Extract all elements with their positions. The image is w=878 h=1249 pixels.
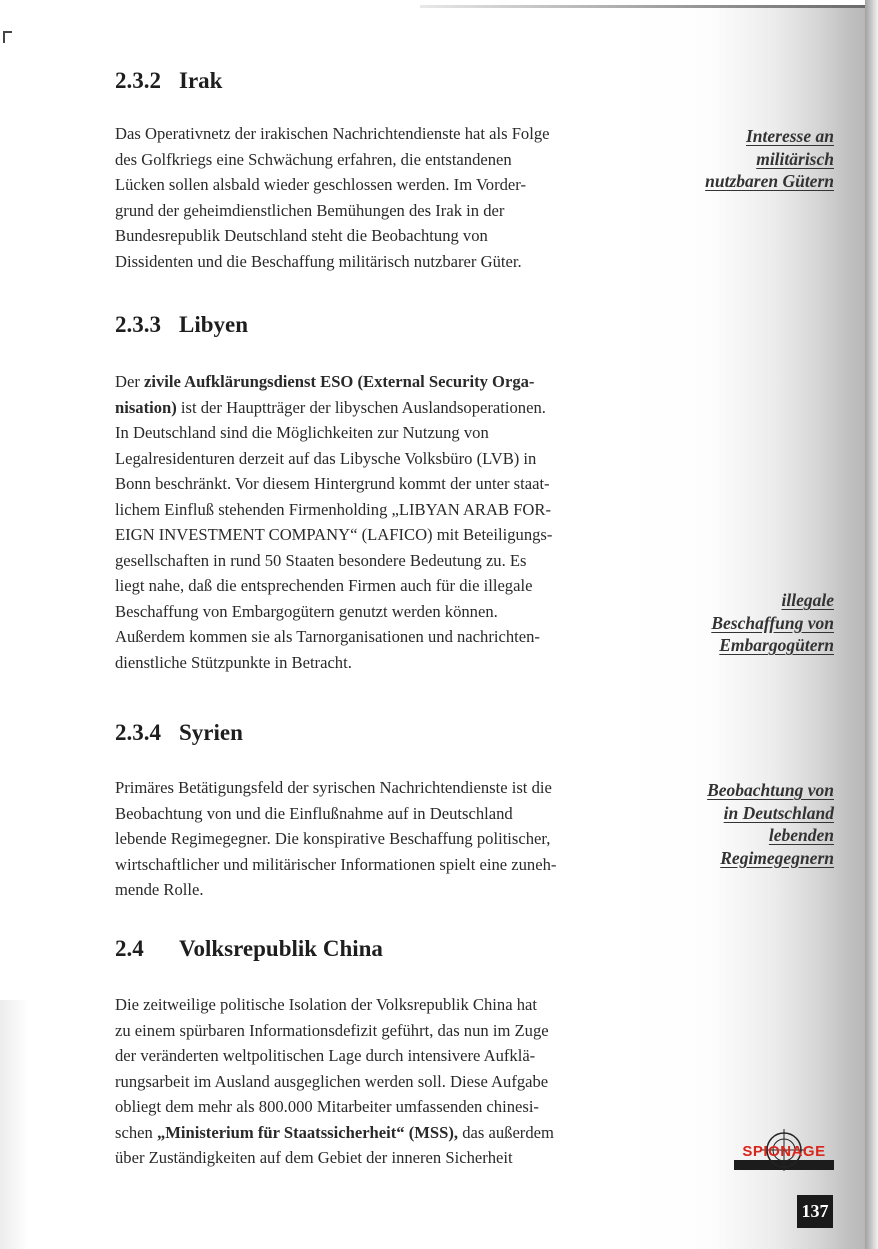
- page-edge: [865, 0, 878, 1249]
- text-run: schen: [115, 1122, 157, 1142]
- text-line: [115, 369, 615, 395]
- text-line: Legalresidenturen derzeit auf das Libysche Volksbüro (LVB) in: [115, 448, 537, 468]
- margin-note-line: militärisch: [756, 148, 834, 169]
- section-heading-syrien: [115, 720, 243, 746]
- section-title: Syrien: [179, 720, 243, 745]
- margin-note-line: Beschaffung von: [711, 612, 834, 633]
- section-number: 2.3.4: [115, 720, 161, 745]
- section-heading-libyen: [115, 312, 248, 338]
- text-line: Beobachtung von und die Einflußnahme auf in Deutschland: [115, 803, 513, 823]
- margin-note-line: Interesse an: [746, 126, 834, 146]
- text-line: [115, 395, 615, 421]
- text-line: grund der geheimdienstlichen Bemühungen des Irak in der: [115, 200, 505, 220]
- margin-note-line: Embargogütern: [719, 635, 834, 655]
- text-line: gesellschaften in rund 50 Staaten besondere Bedeutung zu. Es: [115, 550, 527, 570]
- text-line: Die zeitweilige politische Isolation der Volksrepublik China hat: [115, 995, 537, 1014]
- text-line: des Golfkriegs eine Schwächung erfahren, die entstandenen: [115, 149, 512, 169]
- section-body-syrien: [115, 775, 615, 903]
- text-line: liegt nahe, daß die entsprechenden Firmen auch für die illegale: [115, 576, 533, 595]
- section-number: 2.4: [115, 936, 144, 961]
- text-line: Lücken sollen alsbald wieder geschlossen werden. Im Vorder-: [115, 175, 527, 194]
- margin-note-line: Beobachtung von: [707, 780, 834, 800]
- section-number: 2.3.3: [115, 312, 161, 337]
- section-body-china: [115, 992, 615, 1171]
- crosshair-logo-icon: [734, 1128, 834, 1172]
- text-line: Primäres Betätigungsfeld der syrischen Nachrichtendienste ist die: [115, 778, 552, 797]
- text-line: In Deutschland sind die Möglichkeiten zur Nutzung von: [115, 423, 489, 442]
- text-line: mende Rolle.: [115, 880, 204, 899]
- text-line: Außerdem kommen sie als Tarnorganisationen und nachrichten-: [115, 627, 540, 646]
- text-line: lichem Einfluß stehenden Firmenholding „LIBYAN ARAB FOR-: [115, 499, 552, 519]
- section-body-irak: [115, 121, 615, 274]
- text-line: EIGN INVESTMENT COMPANY“ (LAFICO) mit Beteiligungs-: [115, 525, 553, 544]
- margin-note-syrien: [614, 779, 834, 869]
- text-line: Beschaffung von Embargogütern genutzt werden können.: [115, 601, 498, 621]
- margin-note-libyen: [614, 589, 834, 657]
- text-line: über Zuständigkeiten auf dem Gebiet der inneren Sicherheit: [115, 1148, 513, 1167]
- text-line: Dissidenten und die Beschaffung militärisch nutzbarer Güter.: [115, 251, 522, 271]
- spionage-logo: [734, 1128, 834, 1172]
- text-line: rungsarbeit im Ausland ausgeglichen werden soll. Diese Aufgabe: [115, 1071, 549, 1091]
- section-number: 2.3.2: [115, 68, 161, 93]
- margin-note-line: illegale: [781, 590, 834, 610]
- text-line: Bonn beschränkt. Vor diesem Hintergrund kommt der unter staat-: [115, 474, 550, 493]
- section-title: Volksrepublik China: [179, 936, 383, 961]
- section-body-libyen: [115, 369, 615, 675]
- margin-note-line: lebenden: [768, 825, 834, 845]
- text-line: lebende Regimegegner. Die konspirative Beschaffung politischer,: [115, 829, 551, 848]
- page-number: 137: [797, 1195, 833, 1228]
- section-title: Libyen: [179, 312, 249, 337]
- margin-note-line: Regimegegnern: [720, 847, 834, 868]
- margin-note-line: nutzbaren Gütern: [705, 171, 834, 191]
- text-line: obliegt dem mehr als 800.000 Mitarbeiter umfassenden chinesi-: [115, 1097, 539, 1116]
- scan-shadow: [0, 1000, 28, 1249]
- text-line: wirtschaftlicher und militärischer Informationen spielt eine zuneh-: [115, 854, 557, 874]
- text-run: Der: [115, 372, 145, 391]
- bold-term: „Ministerium für Staatssicherheit“ (MSS),: [156, 1122, 459, 1142]
- margin-note-irak: [614, 125, 834, 193]
- section-heading-china: [115, 936, 383, 962]
- text-line: der veränderten weltpolitischen Lage durch intensivere Aufklä-: [115, 1046, 536, 1065]
- section-heading-irak: [115, 68, 222, 94]
- margin-note-line: in Deutschland: [723, 802, 834, 823]
- text-line: zu einem spürbaren Informationsdefizit geführt, das nun im Zuge: [115, 1020, 549, 1040]
- text-line: [115, 1120, 615, 1146]
- bold-term: nisation): [115, 397, 177, 417]
- text-line: Bundesrepublik Deutschland steht die Beobachtung von: [115, 226, 488, 245]
- text-run: das außerdem: [458, 1122, 554, 1142]
- bold-term: zivile Aufklärungsdienst ESO (External Security Orga-: [144, 372, 535, 391]
- text-run: ist der Hauptträger der libyschen Auslandsoperationen.: [176, 397, 546, 417]
- text-line: dienstliche Stützpunkte in Betracht.: [115, 652, 352, 672]
- svg-text:SPIONAGE: SPIONAGE: [742, 1143, 826, 1160]
- crop-mark: [3, 31, 5, 43]
- text-line: Das Operativnetz der irakischen Nachrichtendienste hat als Folge: [115, 124, 550, 143]
- section-title: Irak: [179, 68, 223, 93]
